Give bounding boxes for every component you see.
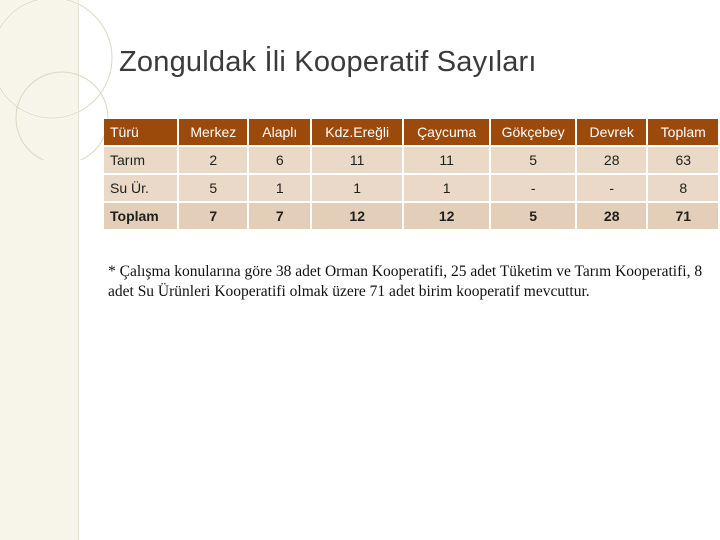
column-header: Çaycuma bbox=[404, 119, 489, 145]
column-header: Gökçebey bbox=[491, 119, 575, 145]
table-cell: 71 bbox=[648, 203, 718, 229]
table-row bbox=[104, 175, 718, 201]
left-decorative-band bbox=[0, 0, 79, 540]
table-cell: 1 bbox=[312, 175, 401, 201]
table-cell: 12 bbox=[312, 203, 401, 229]
column-header: Kdz.Ereğli bbox=[312, 119, 401, 145]
column-header: Türü bbox=[104, 119, 177, 145]
table-cell: - bbox=[577, 175, 646, 201]
row-label: Toplam bbox=[104, 203, 177, 229]
table-cell: 5 bbox=[491, 203, 575, 229]
column-header: Devrek bbox=[577, 119, 646, 145]
column-header: Toplam bbox=[648, 119, 718, 145]
table-cell: - bbox=[491, 175, 575, 201]
table-cell: 7 bbox=[249, 203, 310, 229]
table-cell: 28 bbox=[577, 147, 646, 173]
column-header: Alaplı bbox=[249, 119, 310, 145]
table-cell: 2 bbox=[179, 147, 247, 173]
column-header: Merkez bbox=[179, 119, 247, 145]
row-label: Su Ür. bbox=[104, 175, 177, 201]
table-header-row bbox=[104, 119, 718, 145]
table-cell: 5 bbox=[491, 147, 575, 173]
table-cell: 6 bbox=[249, 147, 310, 173]
table-cell: 11 bbox=[312, 147, 401, 173]
table-cell: 28 bbox=[577, 203, 646, 229]
table-cell: 12 bbox=[404, 203, 489, 229]
table-cell: 63 bbox=[648, 147, 718, 173]
table-cell: 5 bbox=[179, 175, 247, 201]
table-cell: 8 bbox=[648, 175, 718, 201]
table-cell: 1 bbox=[249, 175, 310, 201]
footnote-text: * Çalışma konularına göre 38 adet Orman Kooperatifi, 25 adet Tüketim ve Tarım Kooperatifi, 8 adet Su Ürünleri Kooperatifi olmak üzere 71 adet birim kooperatif mevcuttur. bbox=[108, 263, 703, 300]
cooperative-table bbox=[102, 117, 720, 231]
table-cell: 11 bbox=[404, 147, 489, 173]
page-title: Zonguldak İli Kooperatif Sayıları bbox=[119, 46, 537, 78]
row-label: Tarım bbox=[104, 147, 177, 173]
table-cell: 1 bbox=[404, 175, 489, 201]
table-total-row bbox=[104, 203, 718, 229]
table-cell: 7 bbox=[179, 203, 247, 229]
table-row bbox=[104, 147, 718, 173]
